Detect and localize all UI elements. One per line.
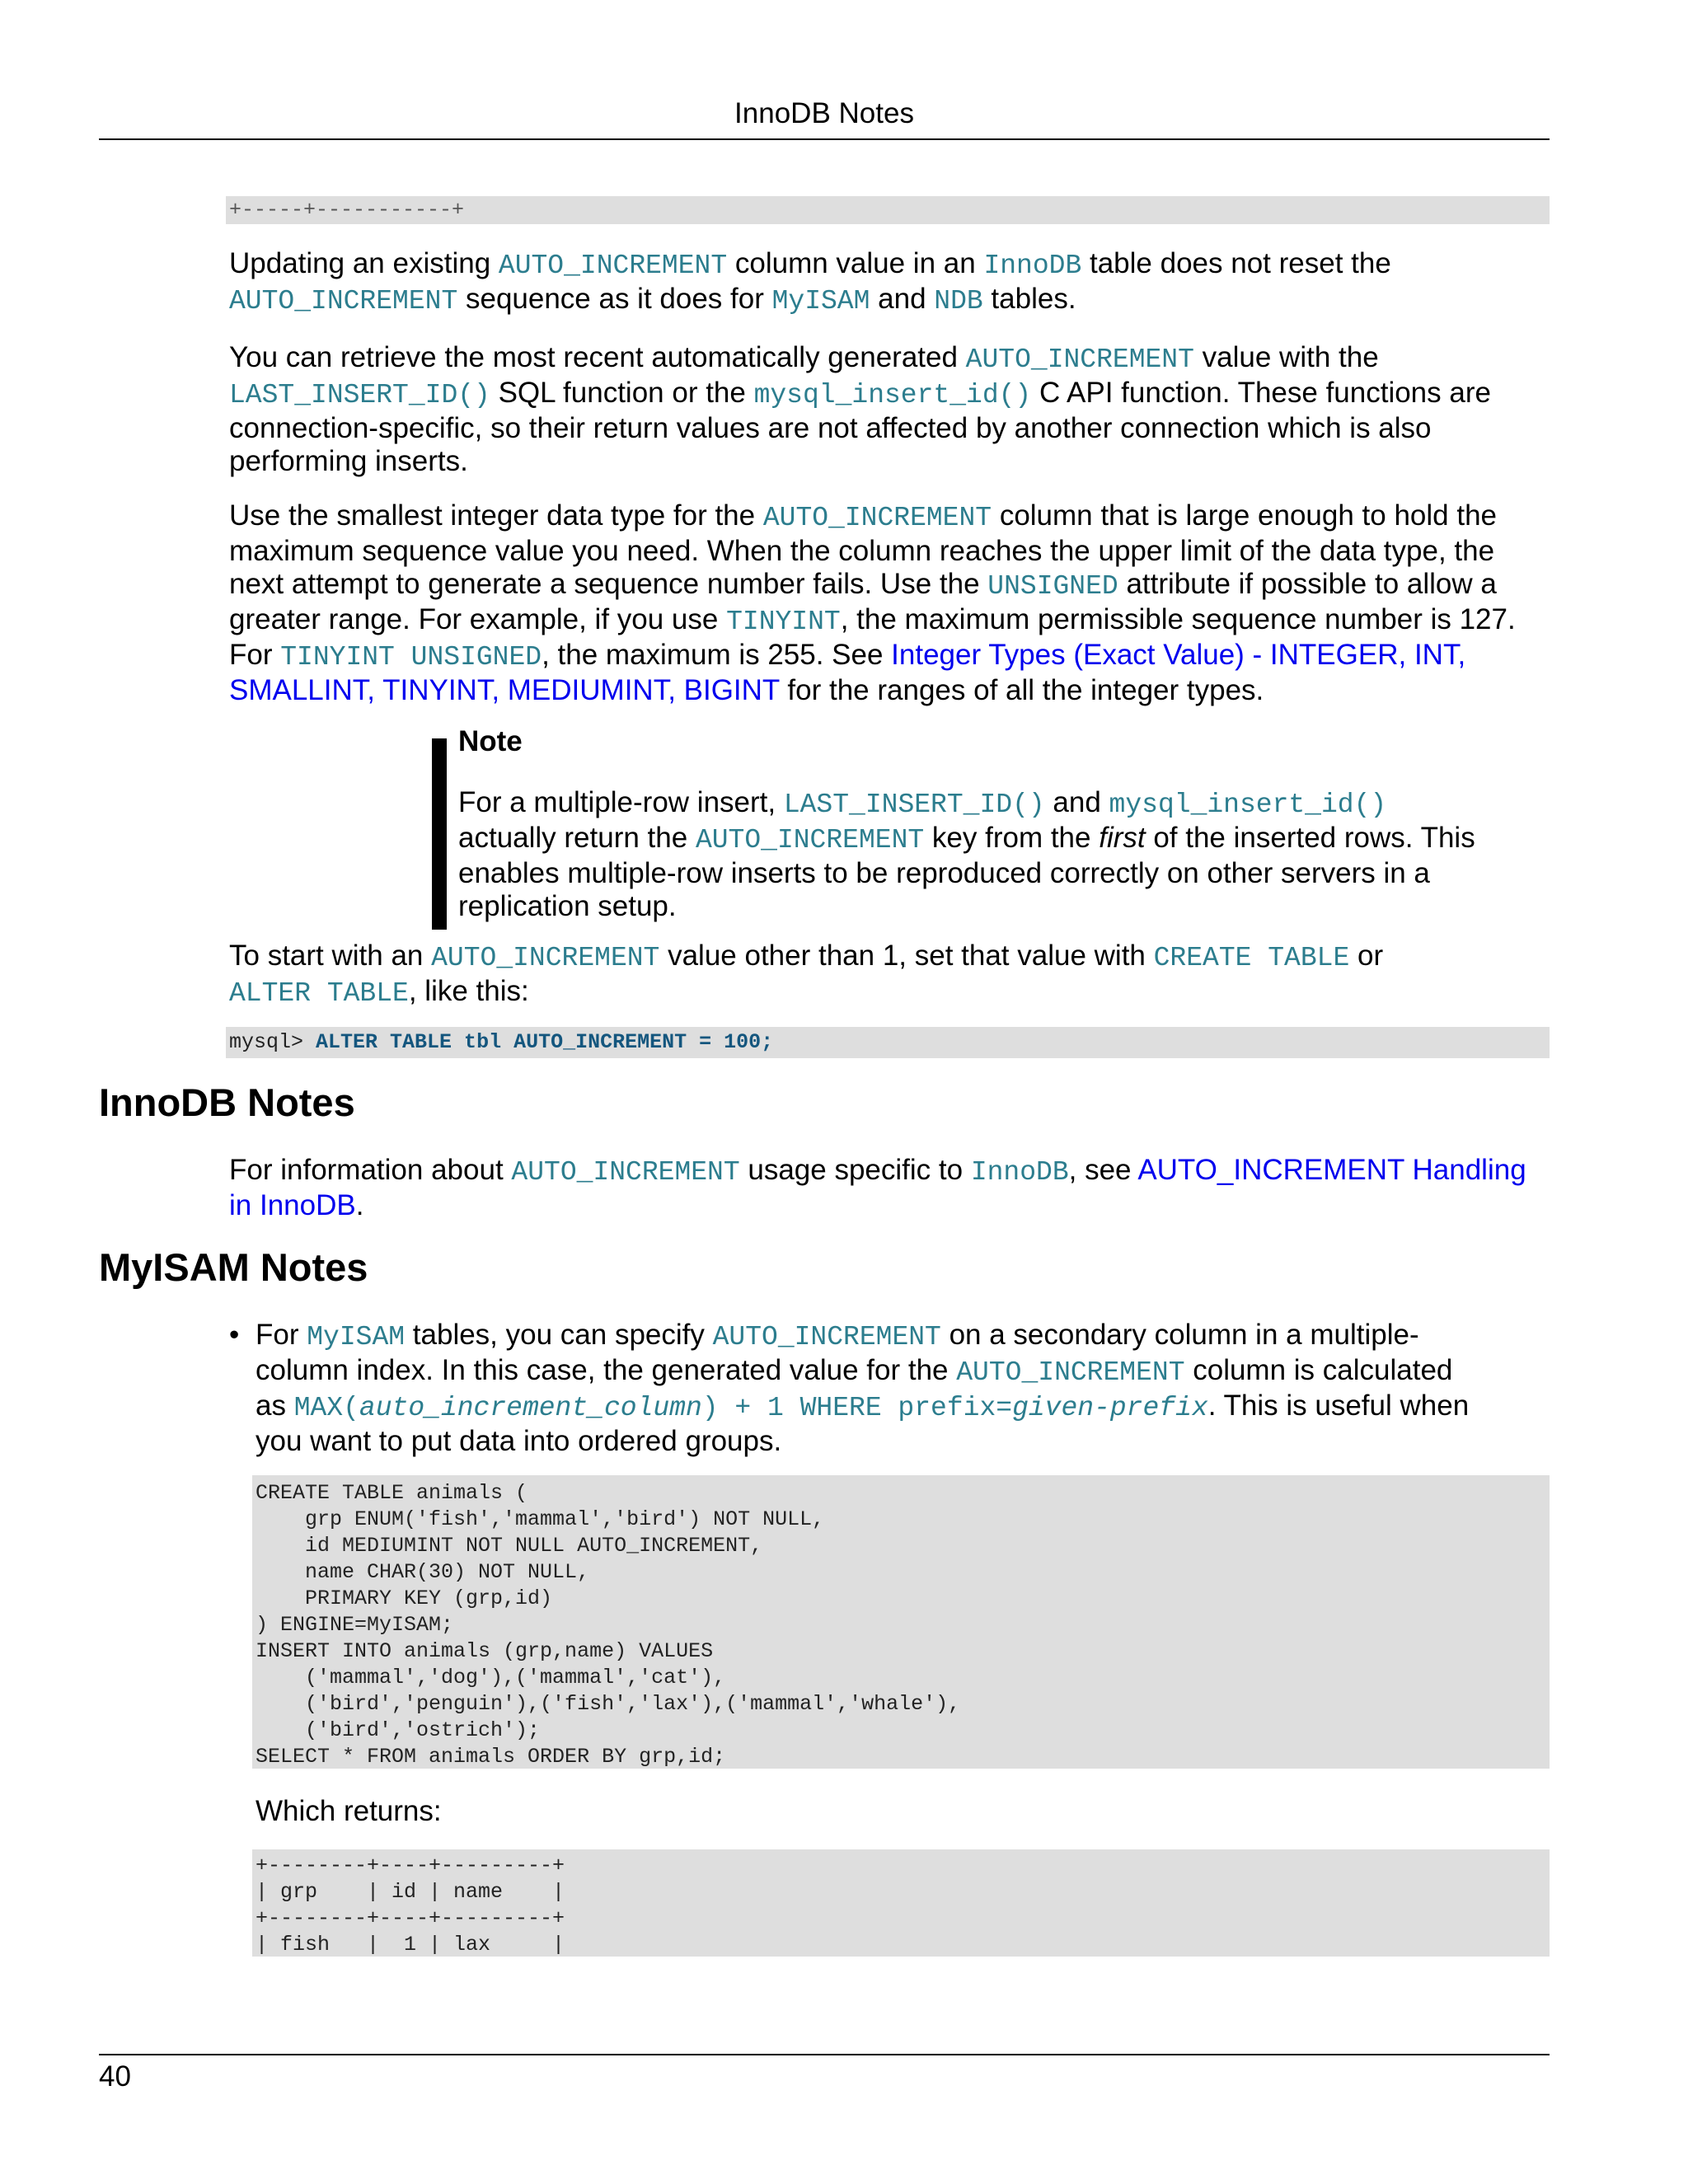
code-unsigned: UNSIGNED <box>987 571 1118 602</box>
code-auto-increment: AUTO_INCREMENT <box>965 344 1194 375</box>
paragraph-last-insert-id: You can retrieve the most recent automatically generated AUTO_INCREMENT value with the LAST_INSERT_ID() SQL function or the mysql_insert_id() C API function. These functions are connection-specific, so their return values are not affected by another connection which is also performing inserts. <box>229 341 1491 477</box>
page-number: 40 <box>99 2060 131 2093</box>
which-returns-text: Which returns: <box>256 1795 442 1827</box>
code-last-insert-id: LAST_INSERT_ID() <box>229 380 490 410</box>
code-last-insert-id: LAST_INSERT_ID() <box>783 790 1045 820</box>
paragraph-auto-increment-update: Updating an existing AUTO_INCREMENT column value in an InnoDB table does not reset the AUTO_INCREMENT sequence as it does for MyISAM and NDB tables. <box>229 247 1391 316</box>
code-innodb: InnoDB <box>983 251 1082 281</box>
running-header-title: InnoDB Notes <box>734 97 914 129</box>
alter-table-code: mysql> ALTER TABLE tbl AUTO_INCREMENT = 100; <box>226 1027 1550 1058</box>
note-body: For a multiple-row insert, LAST_INSERT_ID() and mysql_insert_id() actually return the AUTO_INCREMENT key from the first of the inserted rows. This enables multiple-row inserts to be reproduced correctly on other servers in a replication setup. <box>458 786 1475 922</box>
code-mysql-insert-id: mysql_insert_id() <box>753 380 1032 410</box>
code-tinyint-unsigned: TINYINT UNSIGNED <box>280 642 542 673</box>
link-integer-types[interactable]: Integer Types (Exact Value) - INTEGER, INT, SMALLINT, TINYINT, MEDIUMINT, BIGINT <box>229 639 1466 706</box>
paragraph-integer-type: Use the smallest integer data type for the AUTO_INCREMENT column that is large enough to hold the maximum sequence value you need. When the column reaches the upper limit of the data type, the next attempt to generate a sequence number fails. Use the UNSIGNED attribute if possible to allow a greater range. For example, if you use TINYINT, the maximum permissible sequence number is 127. For TINYINT UNSIGNED, the maximum is 255. See Integer Types (Exact Value) - INTEGER, INT, SMALLINT, TINYINT, MEDIUMINT, BIGINT for the ranges of all the integer types. <box>229 499 1516 706</box>
code-alter-table: ALTER TABLE <box>229 978 409 1009</box>
code-myisam: MyISAM <box>307 1322 406 1352</box>
code-tinyint: TINYINT <box>726 607 841 637</box>
code-auto-increment: AUTO_INCREMENT <box>695 825 925 855</box>
note-left-bar <box>432 738 447 930</box>
code-auto-increment: AUTO_INCREMENT <box>498 251 728 281</box>
code-auto-increment: AUTO_INCREMENT <box>762 503 992 533</box>
code-auto-increment: AUTO_INCREMENT <box>431 943 660 973</box>
note-title: Note <box>458 725 523 757</box>
code-auto-increment: AUTO_INCREMENT <box>712 1322 941 1352</box>
code-myisam: MyISAM <box>771 286 870 316</box>
paragraph-innodb-info: For information about AUTO_INCREMENT usage specific to InnoDB, see AUTO_INCREMENT Handling in InnoDB. <box>229 1154 1526 1221</box>
code-max-expression: MAX(auto_increment_column) + 1 WHERE prefix=given-prefix <box>293 1393 1208 1423</box>
code-create-table: CREATE TABLE <box>1153 943 1350 973</box>
code-ndb: NDB <box>934 286 983 316</box>
heading-myisam-notes: MyISAM Notes <box>99 1245 368 1289</box>
create-table-animals-code: CREATE TABLE animals ( grp ENUM('fish','mammal','bird') NOT NULL, id MEDIUMINT NOT NULL AUTO_INCREMENT, name CHAR(30) NOT NULL, PRIMARY KEY (grp,id) ) ENGINE=MyISAM; INSERT INTO animals (grp,name) VALUES ('mammal','dog'),('mammal','cat'), ('bird','penguin'),('fish','lax'),('mammal','whale'), ('bird','ostrich'); SELECT * FROM animals ORDER BY grp,id; <box>252 1475 1550 1769</box>
paragraph-start-value: To start with an AUTO_INCREMENT value other than 1, set that value with CREATE TABLE or ALTER TABLE, like this: <box>229 940 1384 1009</box>
footer-rule <box>99 2054 1550 2055</box>
code-mysql-insert-id: mysql_insert_id() <box>1109 790 1387 820</box>
code-auto-increment: AUTO_INCREMENT <box>956 1357 1185 1388</box>
table-border-code: +-----+-----------+ <box>226 196 1550 224</box>
emphasis-first: first <box>1099 822 1146 854</box>
note-block <box>458 725 1480 923</box>
heading-innodb-notes: InnoDB Notes <box>99 1080 355 1124</box>
code-auto-increment: AUTO_INCREMENT <box>229 286 458 316</box>
running-header <box>99 96 1550 140</box>
link-auto-increment-handling[interactable]: AUTO_INCREMENT Handling in InnoDB <box>229 1154 1526 1221</box>
code-innodb: InnoDB <box>970 1157 1069 1188</box>
code-auto-increment: AUTO_INCREMENT <box>511 1157 740 1188</box>
result-table-code: +--------+----+---------+ | grp | id | name | +--------+----+---------+ | fish | 1 | lax | <box>252 1849 1550 1957</box>
list-item-myisam: For MyISAM tables, you can specify AUTO_INCREMENT on a secondary column in a multiple-column index. In this case, the generated value for the AUTO_INCREMENT column is calculated as MAX(auto_increment_column) + 1 WHERE prefix=given-prefix. This is useful when you want to put data into ordered groups. <box>256 1319 1470 1457</box>
list-bullet: • <box>229 1319 240 1351</box>
alter-table-command: ALTER TABLE tbl AUTO_INCREMENT = 100; <box>316 1030 774 1054</box>
